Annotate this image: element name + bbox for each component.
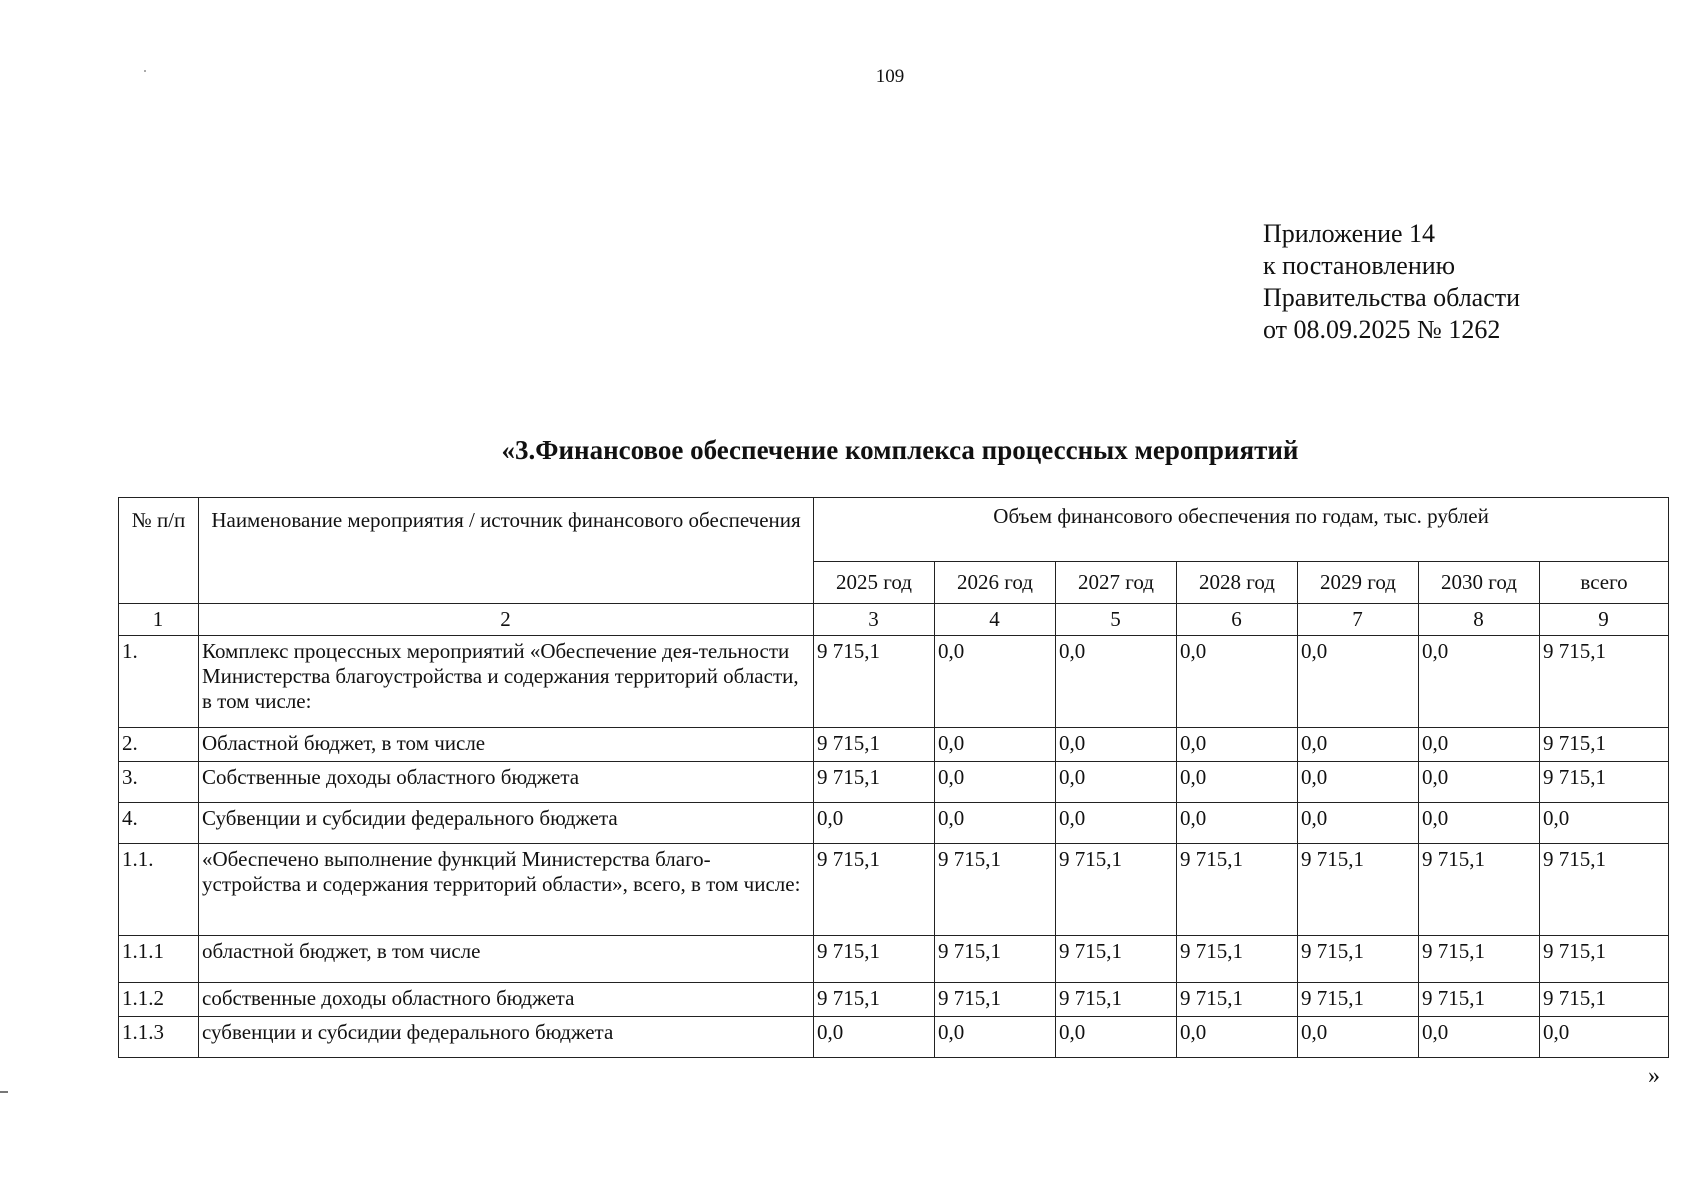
row-value: 0,0 (1056, 762, 1177, 803)
column-number: 5 (1056, 604, 1177, 636)
row-value: 9 715,1 (1056, 844, 1177, 936)
row-value: 9 715,1 (1419, 844, 1540, 936)
appendix-line: Правительства области (1263, 283, 1521, 312)
row-num: 1. (119, 636, 199, 728)
column-number: 6 (1177, 604, 1298, 636)
row-value: 0,0 (1298, 803, 1419, 844)
row-value: 0,0 (814, 803, 935, 844)
row-value: 9 715,1 (1298, 936, 1419, 983)
row-value: 9 715,1 (1419, 983, 1540, 1017)
row-name: «Обеспечено выполнение функций Министерства благо-устройства и содержания территорий области», всего, в том числе: (199, 844, 814, 936)
row-value: 9 715,1 (1540, 844, 1669, 936)
row-value: 0,0 (1298, 762, 1419, 803)
margin-mark (0, 1091, 8, 1093)
row-num: 4. (119, 803, 199, 844)
row-value: 0,0 (935, 803, 1056, 844)
row-value: 9 715,1 (814, 728, 935, 762)
row-value: 9 715,1 (935, 936, 1056, 983)
row-value: 0,0 (1177, 728, 1298, 762)
column-number: 9 (1540, 604, 1669, 636)
header-total: всего (1540, 562, 1669, 604)
row-value: 0,0 (1419, 636, 1540, 728)
row-name: Субвенции и субсидии федерального бюджета (199, 803, 814, 844)
table-row (119, 936, 1669, 983)
header-year: 2028 год (1177, 562, 1298, 604)
row-value: 0,0 (1298, 728, 1419, 762)
appendix-line: от 08.09.2025 № 1262 (1263, 315, 1501, 344)
column-number: 2 (199, 604, 814, 636)
row-num: 1.1.2 (119, 983, 199, 1017)
header-year: 2026 год (935, 562, 1056, 604)
row-value: 0,0 (1419, 762, 1540, 803)
row-value: 0,0 (814, 1017, 935, 1058)
header-year: 2027 год (1056, 562, 1177, 604)
row-value: 0,0 (935, 636, 1056, 728)
row-value: 0,0 (1177, 1017, 1298, 1058)
row-num: 1.1.3 (119, 1017, 199, 1058)
row-value: 0,0 (1419, 728, 1540, 762)
row-value: 0,0 (1419, 1017, 1540, 1058)
header-volume: Объем финансового обеспечения по годам, тыс. рублей (814, 498, 1669, 562)
row-value: 0,0 (1540, 1017, 1669, 1058)
row-name: Собственные доходы областного бюджета (199, 762, 814, 803)
header-name: Наименование мероприятия / источник финансового обеспечения (199, 498, 814, 604)
row-num: 3. (119, 762, 199, 803)
row-value: 9 715,1 (1298, 844, 1419, 936)
appendix-line: Приложение 14 (1263, 219, 1436, 248)
row-value: 9 715,1 (935, 983, 1056, 1017)
table-row (119, 983, 1669, 1017)
table-row (119, 762, 1669, 803)
row-value: 0,0 (1540, 803, 1669, 844)
row-value: 9 715,1 (1177, 936, 1298, 983)
row-value: 0,0 (1177, 636, 1298, 728)
row-value: 9 715,1 (935, 844, 1056, 936)
row-value: 0,0 (1056, 1017, 1177, 1058)
row-value: 0,0 (1177, 762, 1298, 803)
row-value: 9 715,1 (1540, 936, 1669, 983)
row-value: 9 715,1 (1056, 983, 1177, 1017)
header-year: 2025 год (814, 562, 935, 604)
row-value: 9 715,1 (1540, 728, 1669, 762)
table-row (119, 803, 1669, 844)
row-value: 0,0 (1419, 803, 1540, 844)
row-num: 1.1. (119, 844, 199, 936)
row-value: 9 715,1 (1177, 983, 1298, 1017)
header-num: № п/п (119, 498, 199, 604)
row-value: 0,0 (935, 762, 1056, 803)
row-value: 9 715,1 (814, 936, 935, 983)
closing-quote: » (1648, 1063, 1660, 1089)
column-number: 8 (1419, 604, 1540, 636)
row-value: 0,0 (1056, 803, 1177, 844)
column-number: 4 (935, 604, 1056, 636)
row-name: областной бюджет, в том числе (199, 936, 814, 983)
row-value: 9 715,1 (1177, 844, 1298, 936)
row-value: 0,0 (1056, 728, 1177, 762)
row-value: 9 715,1 (1056, 936, 1177, 983)
financing-table (118, 497, 1669, 1058)
header-year: 2029 год (1298, 562, 1419, 604)
row-value: 0,0 (935, 728, 1056, 762)
row-name: собственные доходы областного бюджета (199, 983, 814, 1017)
row-value: 9 715,1 (814, 762, 935, 803)
row-value: 9 715,1 (1540, 762, 1669, 803)
table-row (119, 1017, 1669, 1058)
row-value: 9 715,1 (814, 983, 935, 1017)
column-number: 3 (814, 604, 935, 636)
table-row (119, 636, 1669, 728)
row-num: 1.1.1 (119, 936, 199, 983)
header-year: 2030 год (1419, 562, 1540, 604)
table-row (119, 844, 1669, 936)
row-value: 0,0 (1056, 636, 1177, 728)
appendix-line: к постановлению (1263, 251, 1456, 280)
row-num: 2. (119, 728, 199, 762)
table-row (119, 728, 1669, 762)
row-value: 9 715,1 (1298, 983, 1419, 1017)
column-number: 1 (119, 604, 199, 636)
column-number: 7 (1298, 604, 1419, 636)
row-value: 9 715,1 (814, 844, 935, 936)
row-value: 0,0 (1298, 1017, 1419, 1058)
document-title: «3.Финансовое обеспечение комплекса процессных мероприятий (501, 435, 1299, 465)
row-value: 9 715,1 (814, 636, 935, 728)
row-name: Комплекс процессных мероприятий «Обеспечение дея-тельности Министерства благоустройства и содержания территорий области, в том числе: (199, 636, 814, 728)
row-value: 0,0 (1298, 636, 1419, 728)
row-value: 9 715,1 (1419, 936, 1540, 983)
page-number: 109 (875, 66, 905, 87)
column-numbers-row (119, 604, 1669, 636)
row-name: субвенции и субсидии федерального бюджета (199, 1017, 814, 1058)
row-value: 0,0 (935, 1017, 1056, 1058)
row-value: 9 715,1 (1540, 983, 1669, 1017)
row-name: Областной бюджет, в том числе (199, 728, 814, 762)
row-value: 0,0 (1177, 803, 1298, 844)
row-value: 9 715,1 (1540, 636, 1669, 728)
appendix-block (1263, 218, 1520, 346)
